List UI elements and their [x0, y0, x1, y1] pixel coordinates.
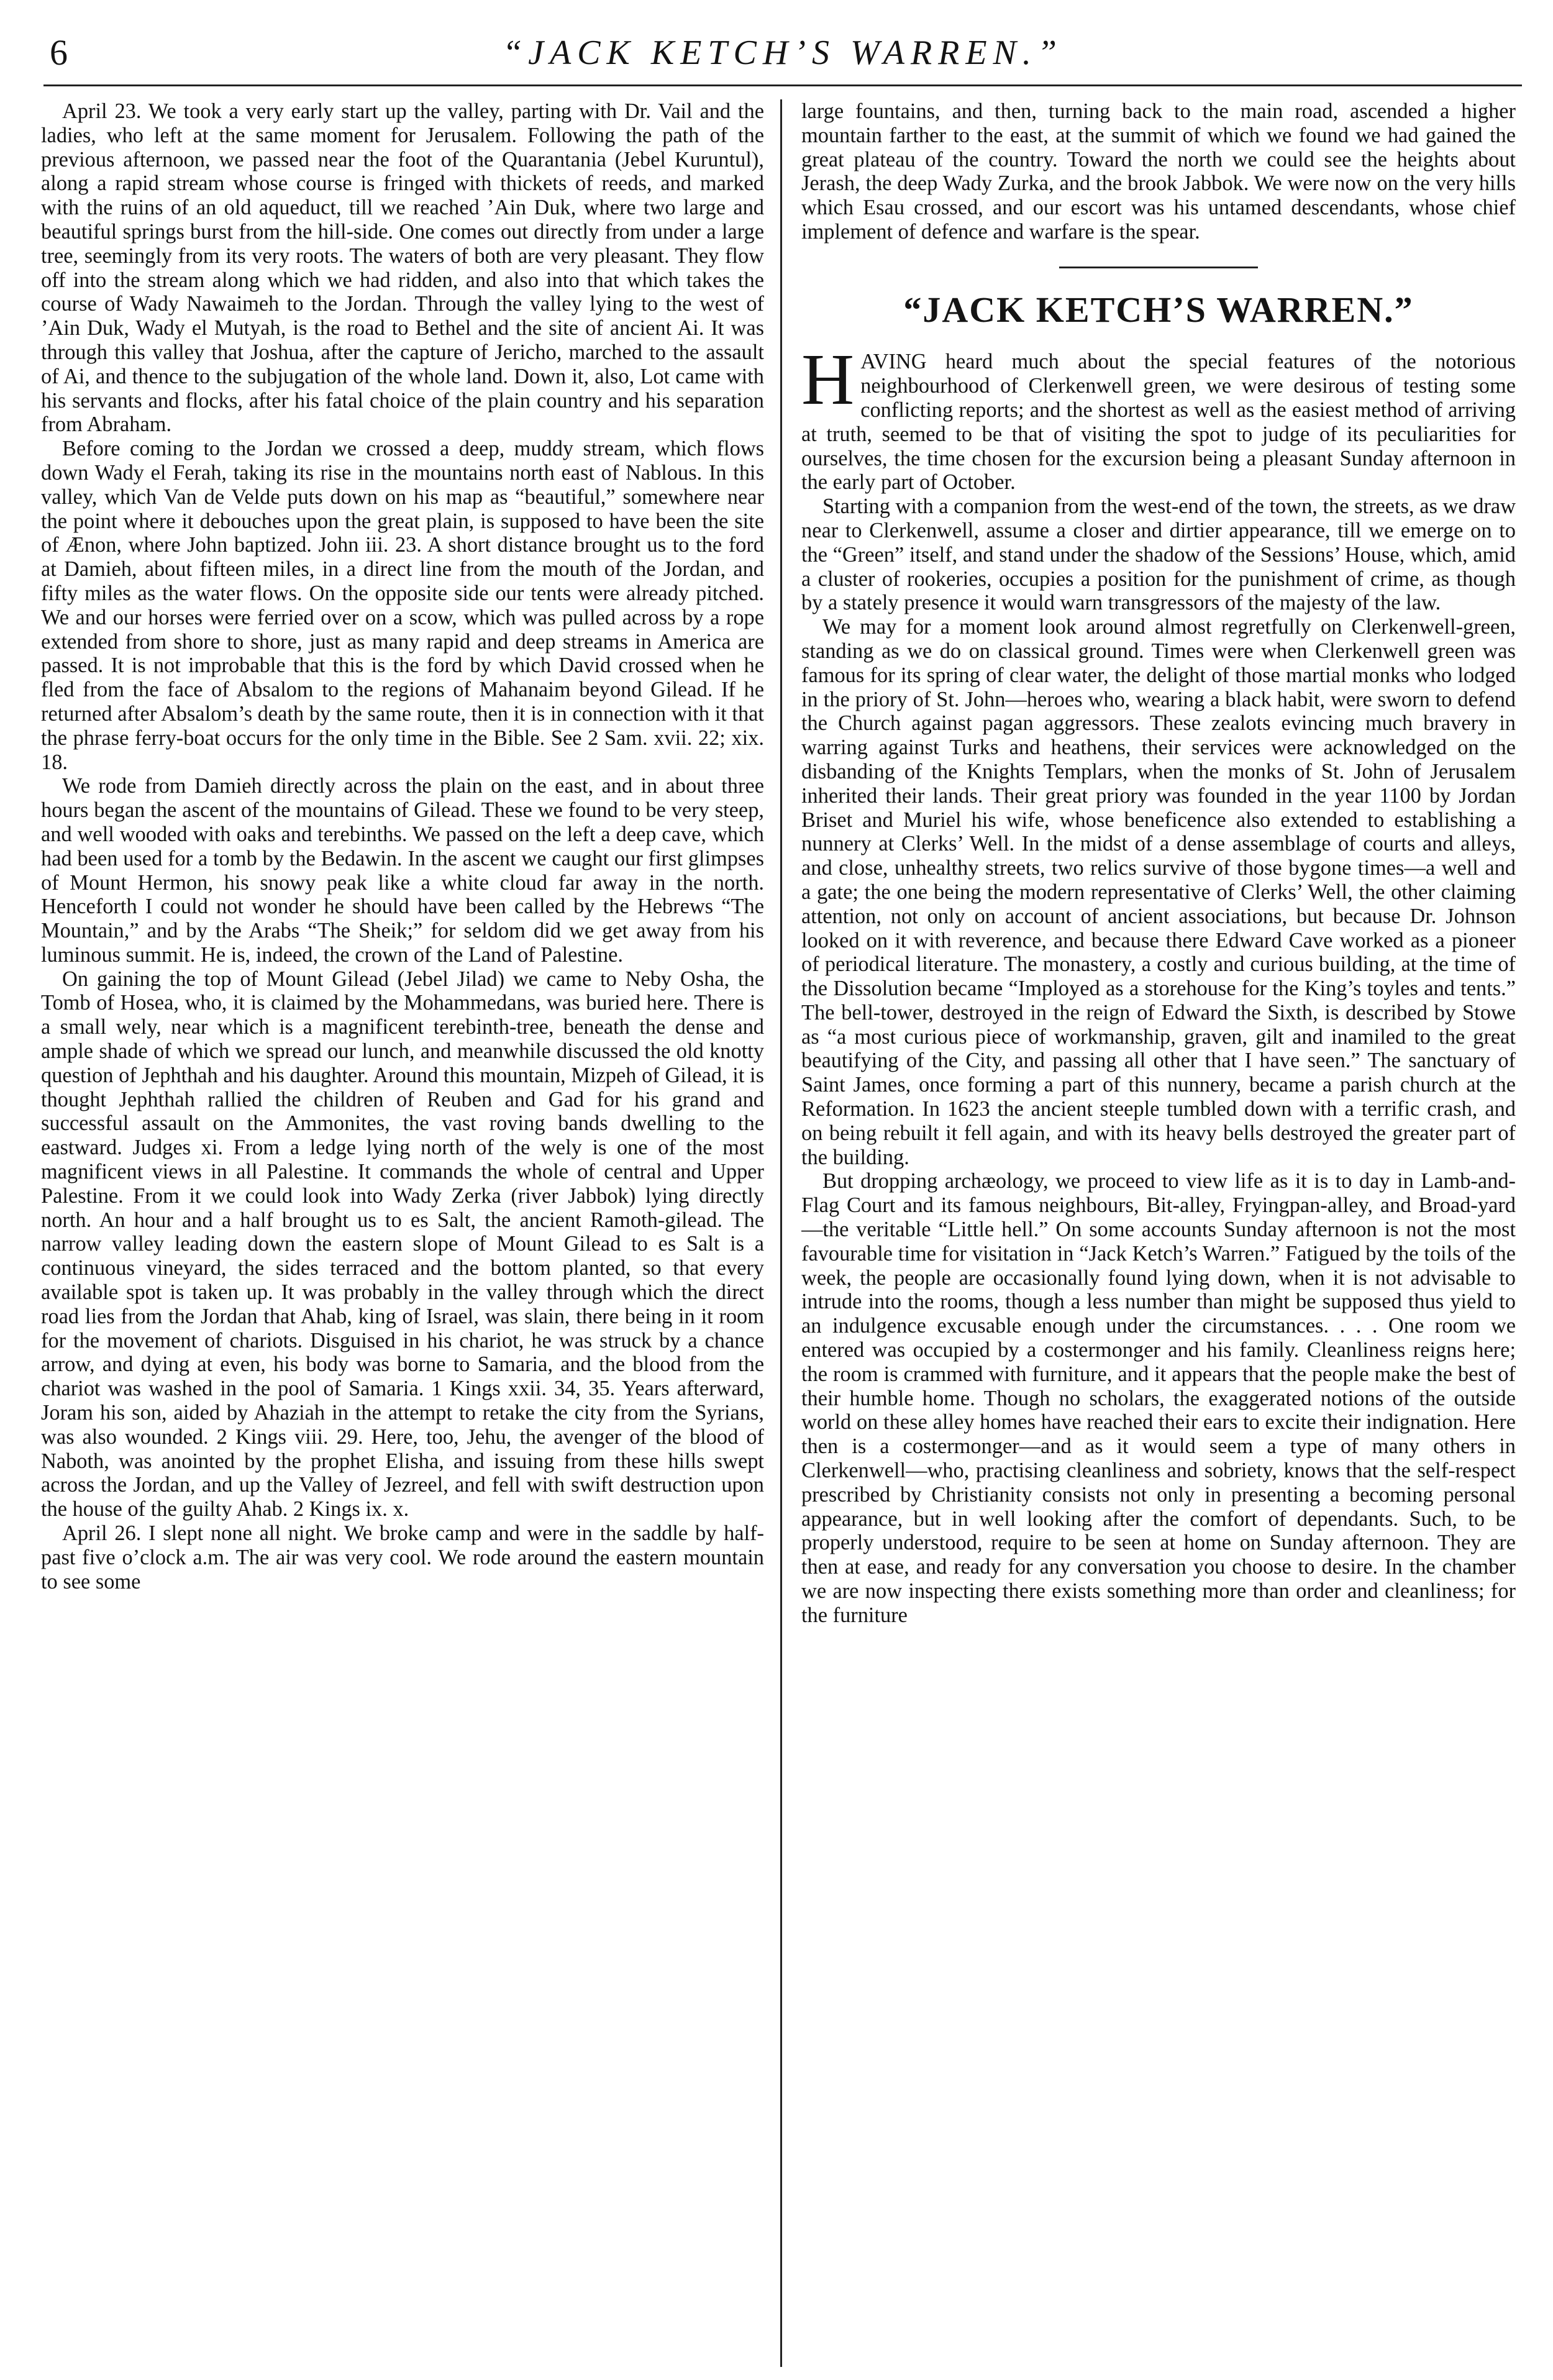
running-title: “JACK KETCH’S WARREN.” [502, 34, 1063, 72]
page-header [43, 25, 1522, 93]
header-rule [43, 84, 1522, 86]
first-paragraph [801, 339, 1516, 495]
article-title: “JACK KETCH’S WARREN.” [903, 289, 1414, 330]
paragraph: We may for a moment look around almost regretfully on Clerkenwell-green, standing as we do on classical ground. Times were when Clerkenwell green was famous for its spring of clear water, the delight of those martial monks who lodged in the priory of St. John—heroes who, wearing a black habit, were sworn to defend the Church against pagan aggressors. These zealots evincing much bravery in warring against Turks and heathens, their services were acknowledged on the disbanding of the Knights Templars, when the monks of St. John of Jerusalem inherited their lands. Their great priory was founded in the year 1100 by Jordan Briset and Muriel his wife, whose beneficence also extended to establishing a nunnery at Clerks’ Well. In the midst of a dense assemblage of courts and alleys, and close, unhealthy streets, two relics survive of those bygone times—a well and a gate; the one being the modern representative of Clerks’ Well, the other claiming attention, not only on account of ancient associations, but because Dr. Johnson looked on it with reverence, and because there Edward Cave worked as a pioneer of periodical literature. The monastery, a costly and curious building, at the time of the Dissolution became “Imployed as a storehouse for the King’s toyles and tents.” The bell-tower, destroyed in the reign of Edward the Sixth, is described by Stowe as “a most curious piece of workmanship, graven, gilt and inamiled to the great beautifying of the City, and passing all other that I have seen.” The sanctuary of Saint James, once forming a part of this nunnery, became a parish church at the Reformation. In 1623 the ancient steeple tumbled down with a terrific crash, and on being rebuilt it fell again, and with its heavy bells destroyed the greater part of the building. [801, 615, 1516, 1169]
paragraph: Starting with a companion from the west-end of the town, the streets, as we draw near to Clerkenwell, assume a closer and dirtier appearance, till we emerge on to the “Green” itself, and stand under the shadow of the Sessions’ House, which, amid a cluster of rookeries, occupies a position for the punishment of crime, as though by a stately presence it would warn transgressors of the majesty of the law. [801, 495, 1516, 615]
paragraph: April 23. We took a very early start up the valley, parting with Dr. Vail and the ladies, who left at the same moment for Jerusalem. Following the path of the previous afternoon, we passed near the foot of the Quarantania (Jebel Kuruntul), along a rapid stream whose course is fringed with thickets of reeds, and marked with the ruins of an old aqueduct, till we reached ’Ain Duk, where two large and beautiful springs burst from the hill-side. One comes out directly from under a large tree, seemingly from its very roots. The waters of both are very pleasant. They flow off into the stream along which we had ridden, and also into that which takes the course of Wady Nawaimeh to the Jordan. Through the valley lying to the west of ’Ain Duk, Wady el Mutyah, is the road to Bethel and the site of ancient Ai. It was through this valley that Joshua, after the capture of Jericho, marched to the assault of Ai, and thence to the subjugation of the whole land. Down it, also, Lot came with his servants and flocks, after his fatal choice of the plain country and his separation from Abraham. [41, 99, 764, 437]
paragraph: But dropping archæology, we proceed to view life as it is to day in Lamb-and-Flag Court and its famous neighbours, Bit-alley, Fryingpan-alley, and Broad-yard—the veritable “Little hell.” On some accounts Sunday afternoon is not the most favourable time for visitation in “Jack Ketch’s Warren.” Fatigued by the toils of the week, the people are occasionally found lying down, when it is not advisable to intrude into the rooms, though a less number than might be supposed thus yield to an indulgence excusable enough under the circumstances. . . . One room we entered was occupied by a costermonger and his family. Cleanliness reigns here; the room is crammed with furniture, and it appears that the people make the best of their humble home. Though no scholars, the exaggerated notions of the outside world on these alley homes have reached their ears to excite their indignation. Here then is a costermonger—and as it would seem a type of many others in Clerkenwell—who, practising cleanliness and sobriety, knows that the self-respect prescribed by Christianity consists not only in presenting a becoming personal appearance, but in well looking after the comfort of dependants. Such, to be properly understood, require to be seen at home on Sunday afternoon. They are then at ease, and ready for any conversation you choose to desire. In the chamber we are now inspecting there exists something more than order and cleanliness; for the furniture [801, 1169, 1516, 1627]
first-paragraph-text: AVING heard much about the special features of the notorious neighbourhood of Clerkenwell green, we were desirous of testing some conflicting reports; and the shortest as well as the easiest method of arriving at truth, seemed to be that of visiting the spot to judge of its peculiarities for ourselves, the time chosen for the excursion being a pleasant Sunday afternoon in the early part of October. [801, 350, 1516, 495]
left-column [41, 99, 764, 2367]
right-column [801, 99, 1516, 2367]
paragraph: Before coming to the Jordan we crossed a deep, muddy stream, which flows down Wady el Ferah, taking its rise in the mountains north east of Nablous. In this valley, which Van de Velde puts down on his map as “beautiful,” somewhere near the point where it debouches upon the great plain, is supposed to have been the site of Ænon, where John baptized. John iii. 23. A short distance brought us to the ford at Damieh, about fifteen miles, in a direct line from the mouth of the Jordan, and fifty miles as the water flows. On the opposite side our tents were already pitched. We and our horses were ferried over on a scow, which was pulled across by a rope extended from shore to shore, just as many rapid and deep streams in America are passed. It is not improbable that this is the ford by which David crossed when he fled from the face of Absalom to the regions of Mahanaim beyond Gilead. If he returned after Absalom’s death by the same route, then it is in connection with it that the phrase ferry-boat occurs for the only time in the Bible. See 2 Sam. xvii. 22; xix. 18. [41, 437, 764, 774]
column-divider [780, 99, 782, 2367]
paragraph: April 26. I slept none all night. We broke camp and were in the saddle by half-past five o’clock a.m. The air was very cool. We rode around the eastern mountain to see some [41, 1521, 764, 1594]
section-rule [1059, 267, 1258, 268]
continued-paragraph: large fountains, and then, turning back to the main road, ascended a higher mountain farther to the east, at the summit of which we found we had gained the great plateau of the country. Toward the north we could see the heights about Jerash, the deep Wady Zurka, and the brook Jabbok. We were now on the very hills which Esau crossed, and our escort was his untamed descendants, whose chief implement of defence and warfare is the spear. [801, 99, 1516, 244]
drop-cap: H [801, 339, 855, 421]
page-number: 6 [50, 32, 68, 73]
paragraph: On gaining the top of Mount Gilead (Jebel Jilad) we came to Neby Osha, the Tomb of Hosea, who, it is claimed by the Mohammedans, was buried here. There is a small wely, near which is a magnificent terebinth-tree, beneath the dense and ample shade of which we spread our lunch, and meanwhile discussed the old knotty question of Jephthah and his daughter. Around this mountain, Mizpeh of Gilead, it is thought Jephthah rallied the children of Reuben and Gad for his grand and successful assault on the Ammonites, the vast roving bands dwelling to the eastward. Judges xi. From a ledge lying north of the wely is one of the most magnificent views in all Palestine. It commands the whole of central and Upper Palestine. From it we could look into Wady Zerka (river Jabbok) lying directly north. An hour and a half brought us to es Salt, the ancient Ramoth-gilead. The narrow valley leading down the eastern slope of Mount Gilead to es Salt is a continuous vineyard, the sides terraced and the bottom planted, so that every available spot is taken up. It was probably in the valley through which the direct road lies from the Jordan that Ahab, king of Israel, was slain, there being in it room for the movement of chariots. Disguised in his chariot, he was struck by a chance arrow, and dying at even, his body was borne to Samaria, and the blood from the chariot was washed in the pool of Samaria. 1 Kings xxii. 34, 35. Years afterward, Joram his son, aided by Ahaziah in the attempt to retake the city from the Syrians, was also wounded. 2 Kings viii. 29. Here, too, Jehu, the avenger of the blood of Naboth, was anointed by the prophet Elisha, and issuing from these hills swept across the Jordan, and up the Valley of Jezreel, and fell with swift destruction upon the house of the guilty Ahab. 2 Kings ix. x. [41, 967, 764, 1521]
paragraph: We rode from Damieh directly across the plain on the east, and in about three hours began the ascent of the mountains of Gilead. These we found to be very steep, and well wooded with oaks and terebinths. We passed on the left a deep cave, which had been used for a tomb by the Bedawin. In the ascent we caught our first glimpses of Mount Hermon, his snowy peak like a white cloud far away in the north. Henceforth I could not wonder he should have been called by the Hebrews “The Mountain,” and by the Arabs “The Sheik;” for seldom did we get away from his luminous summit. He is, indeed, the crown of the Land of Palestine. [41, 774, 764, 967]
